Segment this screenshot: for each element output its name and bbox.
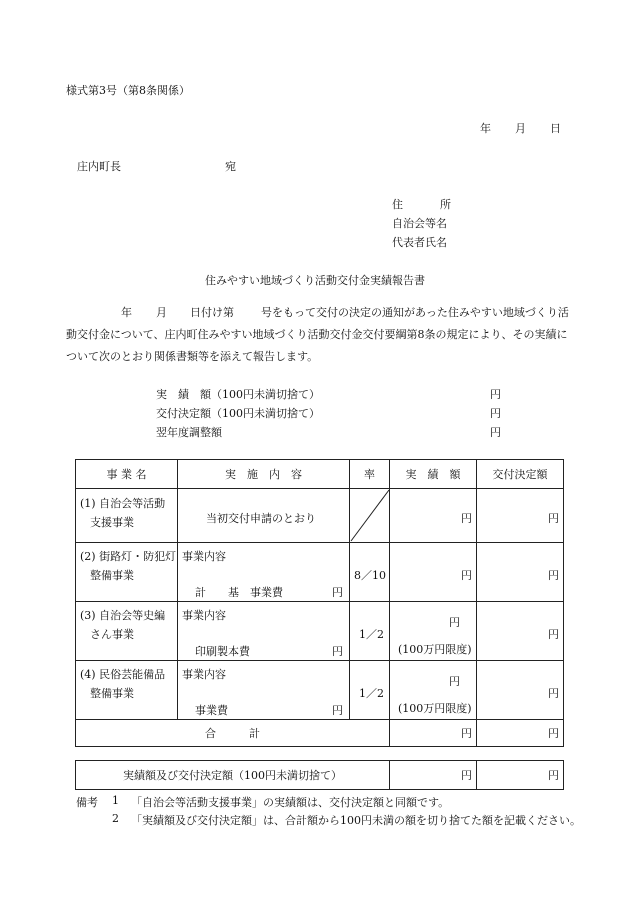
table-row [76, 661, 564, 720]
applicant-address-a: 住 [392, 198, 403, 211]
body-year: 年 [121, 306, 132, 319]
diagonal-slash [350, 489, 390, 542]
row4-name-cell [76, 661, 178, 720]
row4-decision: 円 [548, 687, 559, 700]
row4-content-unit: 円 [332, 704, 343, 717]
date-day: 日 [550, 122, 561, 135]
row2-decision-cell [477, 543, 564, 602]
form-number: 様式第3号（第8条関係） [66, 84, 190, 97]
summary-adjust-unit: 円 [490, 426, 501, 439]
summary-adjust-label: 翌年度調整額 [156, 426, 222, 439]
date-year: 年 [480, 122, 491, 135]
row1-rate-cell [350, 489, 390, 543]
body-month: 月 [156, 306, 167, 319]
row1-name-line2: 支援事業 [90, 516, 134, 529]
header-rate: 率 [350, 460, 390, 489]
row2-content-cell [178, 543, 350, 602]
summary-decision-unit: 円 [490, 407, 501, 420]
applicant-org-name: 自治会等名 [392, 217, 447, 230]
body-line3: ついて次のとおり関係書類等を添えて報告します。 [66, 350, 319, 363]
row3-decision-cell [477, 602, 564, 661]
row2-actual-cell [390, 543, 477, 602]
row2-name-cell [76, 543, 178, 602]
row1-content-cell [178, 489, 350, 543]
row3-name-line2: さん事業 [90, 628, 134, 641]
header-project-name: 事 業 名 [76, 460, 178, 489]
row2-content-item: 計 基 事業費 [195, 586, 283, 599]
row4-content-item: 事業費 [195, 704, 228, 717]
row1-decision-cell [477, 489, 564, 543]
row1-actual: 円 [461, 512, 472, 525]
row4-rate: 1／2 [359, 687, 384, 700]
row3-content-cell [178, 602, 350, 661]
row3-actual-cell [390, 602, 477, 661]
body-line1-tail: 号をもって交付の決定の通知があった住みやすい地域づくり活 [261, 306, 569, 319]
final-amount-table [75, 760, 564, 790]
row4-actual-note: (100万円限度) [398, 702, 472, 715]
applicant-rep-name: 代表者氏名 [392, 236, 447, 249]
row3-decision: 円 [548, 628, 559, 641]
header-content: 実 施 内 容 [178, 460, 350, 489]
row3-name-cell [76, 602, 178, 661]
row3-rate-cell [350, 602, 390, 661]
row2-rate: 8／10 [354, 569, 386, 582]
notes-heading: 備考 [76, 796, 98, 809]
note2-text: 「実績額及び交付決定額」は、合計額から100円未満の額を切り捨てた額を記載ください。 [131, 814, 581, 827]
row3-name-line1: (3) 自治会等史編 [80, 609, 166, 622]
note1-number: 1 [112, 794, 119, 807]
row4-name-line1: (4) 民俗芸能備品 [80, 668, 166, 681]
row1-name-line1: (1) 自治会等活動 [80, 497, 166, 510]
row4-content-head: 事業内容 [182, 668, 226, 681]
row1-name-cell [76, 489, 178, 543]
final-decision: 円 [477, 761, 564, 790]
final-label: 実績額及び交付決定額（100円未満切捨て） [76, 761, 390, 790]
row3-content-unit: 円 [332, 645, 343, 658]
note1-text: 「自治会等活動支援事業」の実績額は、交付決定額と同額です。 [131, 796, 450, 809]
row2-name-line2: 整備事業 [90, 569, 134, 582]
row3-actual-note: (100万円限度) [398, 643, 472, 656]
row2-name-line1: (2) 街路灯・防犯灯 [80, 550, 177, 563]
body-day-prefix: 日付け第 [190, 306, 234, 319]
final-actual: 円 [390, 761, 477, 790]
row3-rate: 1／2 [359, 628, 384, 641]
row4-name-line2: 整備事業 [90, 687, 134, 700]
row2-decision: 円 [548, 569, 559, 582]
row4-actual: 円 [449, 675, 460, 688]
note2-number: 2 [112, 812, 119, 825]
row2-content-unit: 円 [332, 586, 343, 599]
table-row [76, 602, 564, 661]
summary-actual-label: 実 績 額（100円未満切捨て） [156, 388, 320, 401]
row1-decision: 円 [548, 512, 559, 525]
results-table [75, 459, 564, 747]
row4-decision-cell [477, 661, 564, 720]
row3-content-head: 事業内容 [182, 609, 226, 622]
addressee-name: 庄内町長 [77, 160, 121, 173]
header-decision: 交付決定額 [477, 460, 564, 489]
total-row [76, 720, 564, 747]
row2-rate-cell [350, 543, 390, 602]
total-actual: 円 [390, 720, 477, 747]
date-month: 月 [515, 122, 526, 135]
table-row [76, 543, 564, 602]
addressee-suffix: 宛 [225, 160, 236, 173]
final-row [76, 761, 564, 790]
row3-actual: 円 [449, 616, 460, 629]
row2-actual: 円 [461, 569, 472, 582]
summary-actual-unit: 円 [490, 388, 501, 401]
header-actual: 実 績 額 [390, 460, 477, 489]
applicant-address-b: 所 [440, 198, 451, 211]
table-row [76, 489, 564, 543]
row2-content-head: 事業内容 [182, 550, 226, 563]
document-title: 住みやすい地域づくり活動交付金実績報告書 [205, 274, 425, 287]
total-label: 合 計 [76, 720, 390, 747]
summary-decision-label: 交付決定額（100円未満切捨て） [156, 407, 320, 420]
row3-content-item: 印刷製本費 [195, 645, 250, 658]
row1-actual-cell [390, 489, 477, 543]
body-line2: 動交付金について、庄内町住みやすい地域づくり活動交付金交付要綱第8条の規定により、その実績に [66, 328, 568, 341]
row4-content-cell [178, 661, 350, 720]
row4-rate-cell [350, 661, 390, 720]
row1-content: 当初交付申請のとおり [206, 512, 316, 525]
row4-actual-cell [390, 661, 477, 720]
table-header-row [76, 460, 564, 489]
total-decision: 円 [477, 720, 564, 747]
